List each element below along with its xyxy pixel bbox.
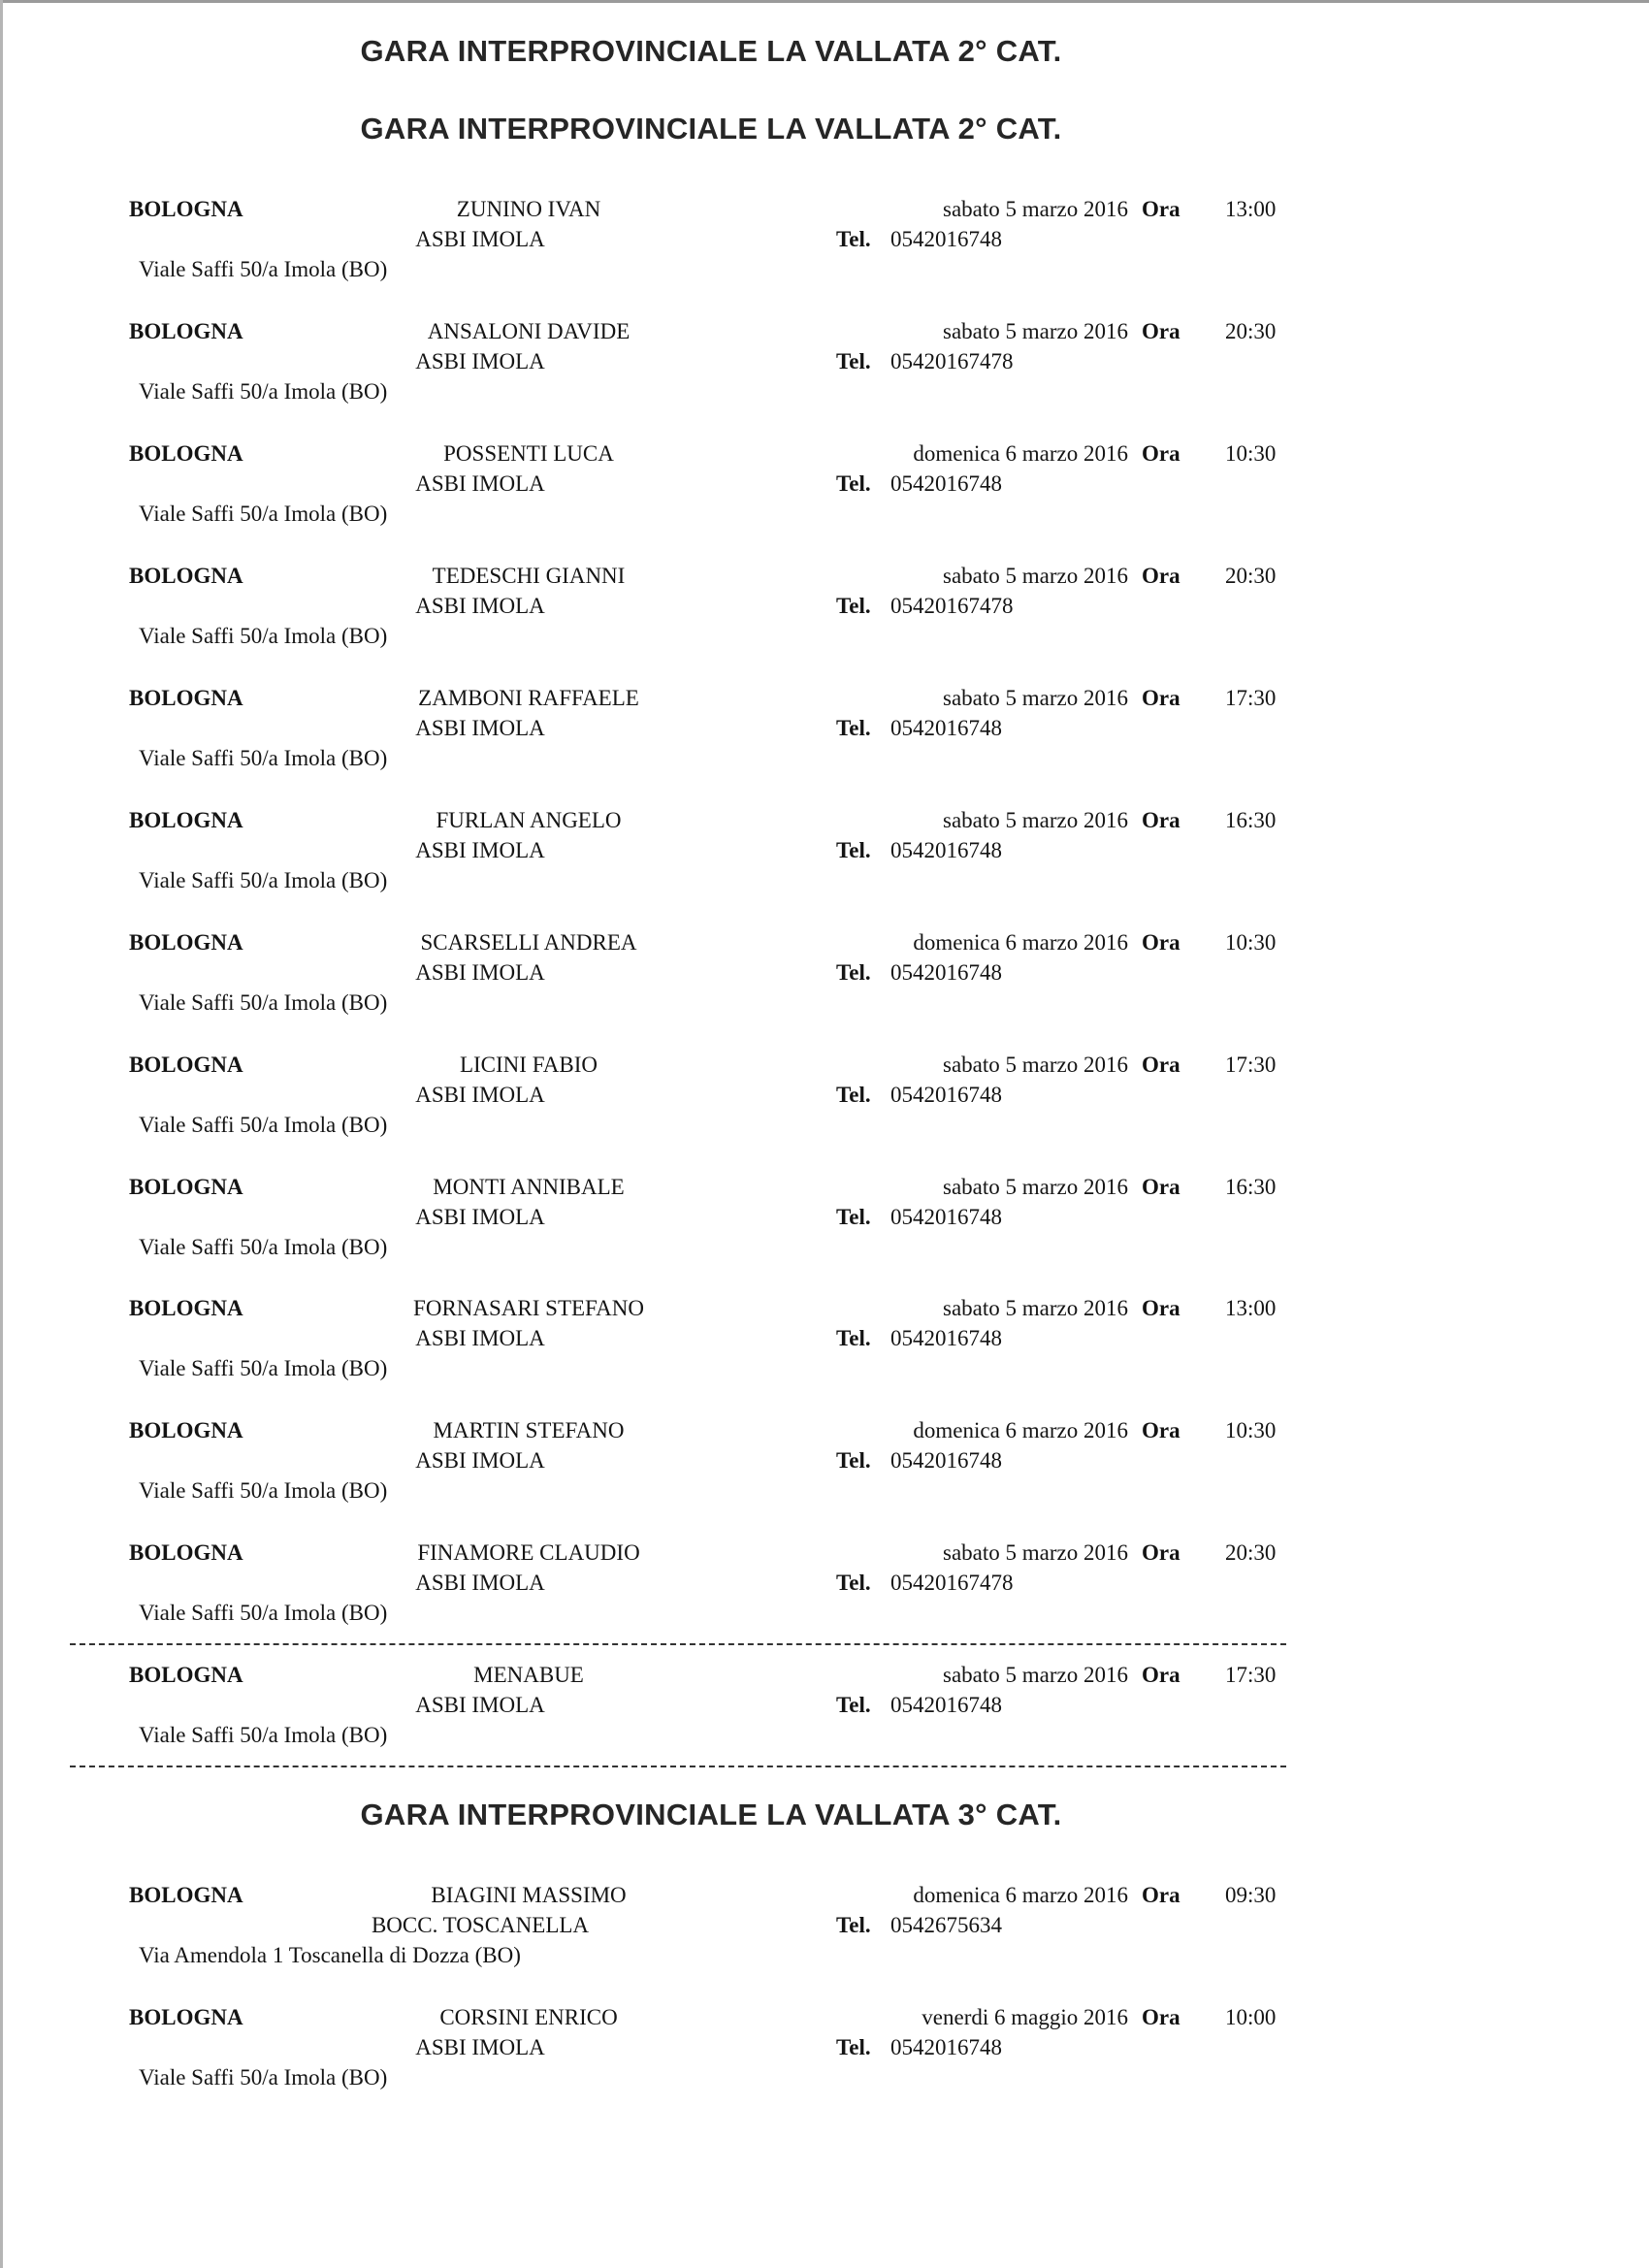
club-name: ASBI IMOLA: [415, 227, 545, 251]
player-name: ZUNINO IVAN: [456, 197, 601, 221]
province: BOLOGNA: [129, 1540, 243, 1565]
match-time: 10:00: [1225, 2005, 1277, 2029]
venue-address: Viale Saffi 50/a Imola (BO): [139, 502, 388, 526]
phone-number: 05420167478: [890, 594, 1014, 618]
venue-address: Viale Saffi 50/a Imola (BO): [139, 1723, 388, 1747]
phone-number: 0542016748: [890, 2035, 1002, 2059]
province: BOLOGNA: [129, 1663, 243, 1687]
tel-label: Tel.: [836, 838, 871, 862]
tel-label: Tel.: [836, 960, 871, 985]
player-name: SCARSELLI ANDREA: [420, 930, 637, 955]
ora-label: Ora: [1142, 808, 1180, 832]
tel-label: Tel.: [836, 594, 871, 618]
tel-label: Tel.: [836, 1205, 871, 1229]
phone-number: 0542016748: [890, 1205, 1002, 1229]
club-name: ASBI IMOLA: [415, 2035, 545, 2059]
club-name: ASBI IMOLA: [415, 960, 545, 985]
match-time: 09:30: [1225, 1883, 1277, 1907]
venue-address: Viale Saffi 50/a Imola (BO): [139, 1601, 388, 1625]
entry-row: [0, 1663, 1649, 1779]
club-name: ASBI IMOLA: [415, 471, 545, 496]
entry-row: [0, 1175, 1649, 1291]
match-date: sabato 5 marzo 2016: [943, 808, 1128, 832]
match-date: sabato 5 marzo 2016: [943, 1663, 1128, 1687]
club-name: ASBI IMOLA: [415, 1205, 545, 1229]
match-date: sabato 5 marzo 2016: [943, 1053, 1128, 1077]
match-date: sabato 5 marzo 2016: [943, 197, 1128, 221]
entry-row: [0, 319, 1649, 436]
ora-label: Ora: [1142, 1883, 1180, 1907]
club-name: ASBI IMOLA: [415, 716, 545, 740]
province: BOLOGNA: [129, 1175, 243, 1199]
phone-number: 0542016748: [890, 1083, 1002, 1107]
club-name: BOCC. TOSCANELLA: [371, 1913, 590, 1937]
match-time: 16:30: [1225, 808, 1277, 832]
heading-3-cat: GARA INTERPROVINCIALE LA VALLATA 3° CAT.: [360, 1798, 1062, 1831]
club-name: ASBI IMOLA: [415, 594, 545, 618]
ora-label: Ora: [1142, 1418, 1180, 1442]
venue-address: Viale Saffi 50/a Imola (BO): [139, 746, 388, 770]
scan-edge-top: [0, 0, 1649, 3]
phone-number: 05420167478: [890, 349, 1014, 373]
club-name: ASBI IMOLA: [415, 838, 545, 862]
club-name: ASBI IMOLA: [415, 1083, 545, 1107]
ora-label: Ora: [1142, 930, 1180, 955]
province: BOLOGNA: [129, 441, 243, 466]
match-time: 10:30: [1225, 441, 1277, 466]
province: BOLOGNA: [129, 930, 243, 955]
tel-label: Tel.: [836, 1083, 871, 1107]
tel-label: Tel.: [836, 227, 871, 251]
ora-label: Ora: [1142, 686, 1180, 710]
tel-label: Tel.: [836, 1448, 871, 1473]
entry-row: [0, 441, 1649, 558]
phone-number: 05420167478: [890, 1571, 1014, 1595]
player-name: LICINI FABIO: [459, 1053, 598, 1077]
ora-label: Ora: [1142, 197, 1180, 221]
player-name: FINAMORE CLAUDIO: [417, 1540, 640, 1565]
match-date: domenica 6 marzo 2016: [913, 441, 1128, 466]
tel-label: Tel.: [836, 2035, 871, 2059]
match-time: 13:00: [1225, 197, 1277, 221]
tel-label: Tel.: [836, 1693, 871, 1717]
match-date: sabato 5 marzo 2016: [943, 319, 1128, 343]
ora-label: Ora: [1142, 1053, 1180, 1077]
entry-row: [0, 1296, 1649, 1412]
ora-label: Ora: [1142, 1175, 1180, 1199]
dashed-divider: [70, 1766, 1286, 1767]
club-name: ASBI IMOLA: [415, 1326, 545, 1350]
entry-row: [0, 930, 1649, 1047]
ora-label: Ora: [1142, 1540, 1180, 1565]
entry-row: [0, 2005, 1649, 2122]
phone-number: 0542016748: [890, 1693, 1002, 1717]
venue-address: Viale Saffi 50/a Imola (BO): [139, 2065, 388, 2090]
match-time: 16:30: [1225, 1175, 1277, 1199]
entry-row: [0, 808, 1649, 924]
match-date: venerdi 6 maggio 2016: [922, 2005, 1128, 2029]
match-date: sabato 5 marzo 2016: [943, 686, 1128, 710]
venue-address: Viale Saffi 50/a Imola (BO): [139, 990, 388, 1015]
player-name: CORSINI ENRICO: [439, 2005, 618, 2029]
phone-number: 0542016748: [890, 1326, 1002, 1350]
phone-number: 0542016748: [890, 960, 1002, 985]
phone-number: 0542016748: [890, 838, 1002, 862]
tel-label: Tel.: [836, 1326, 871, 1350]
player-name: FORNASARI STEFANO: [413, 1296, 644, 1320]
match-date: domenica 6 marzo 2016: [913, 1883, 1128, 1907]
venue-address: Viale Saffi 50/a Imola (BO): [139, 1356, 388, 1380]
phone-number: 0542016748: [890, 227, 1002, 251]
province: BOLOGNA: [129, 564, 243, 588]
match-time: 17:30: [1225, 1663, 1277, 1687]
province: BOLOGNA: [129, 1296, 243, 1320]
player-name: ANSALONI DAVIDE: [427, 319, 630, 343]
entry-row: [0, 1053, 1649, 1169]
venue-address: Viale Saffi 50/a Imola (BO): [139, 379, 388, 404]
match-time: 13:00: [1225, 1296, 1277, 1320]
match-date: sabato 5 marzo 2016: [943, 564, 1128, 588]
heading-2-cat: GARA INTERPROVINCIALE LA VALLATA 2° CAT.: [360, 34, 1062, 68]
match-time: 20:30: [1225, 319, 1277, 343]
dashed-divider: [70, 1643, 1286, 1645]
venue-address: Viale Saffi 50/a Imola (BO): [139, 1113, 388, 1137]
entry-row: [0, 564, 1649, 680]
province: BOLOGNA: [129, 197, 243, 221]
entry-row: [0, 197, 1649, 313]
tel-label: Tel.: [836, 1913, 871, 1937]
heading-2-cat-repeat: GARA INTERPROVINCIALE LA VALLATA 2° CAT.: [360, 112, 1062, 146]
ora-label: Ora: [1142, 2005, 1180, 2029]
club-name: ASBI IMOLA: [415, 1571, 545, 1595]
venue-address: Viale Saffi 50/a Imola (BO): [139, 868, 388, 892]
match-date: sabato 5 marzo 2016: [943, 1296, 1128, 1320]
match-time: 10:30: [1225, 930, 1277, 955]
venue-address: Viale Saffi 50/a Imola (BO): [139, 257, 388, 281]
phone-number: 0542016748: [890, 1448, 1002, 1473]
province: BOLOGNA: [129, 686, 243, 710]
club-name: ASBI IMOLA: [415, 1448, 545, 1473]
player-name: FURLAN ANGELO: [436, 808, 622, 832]
ora-label: Ora: [1142, 319, 1180, 343]
entry-row: [0, 686, 1649, 802]
match-date: sabato 5 marzo 2016: [943, 1175, 1128, 1199]
province: BOLOGNA: [129, 808, 243, 832]
player-name: MONTI ANNIBALE: [433, 1175, 625, 1199]
province: BOLOGNA: [129, 319, 243, 343]
tel-label: Tel.: [836, 471, 871, 496]
venue-address: Viale Saffi 50/a Imola (BO): [139, 1478, 388, 1503]
entry-row: [0, 1540, 1649, 1657]
player-name: TEDESCHI GIANNI: [432, 564, 626, 588]
player-name: ZAMBONI RAFFAELE: [418, 686, 639, 710]
phone-number: 0542016748: [890, 716, 1002, 740]
ora-label: Ora: [1142, 441, 1180, 466]
phone-number: 0542675634: [890, 1913, 1002, 1937]
venue-address: Via Amendola 1 Toscanella di Dozza (BO): [139, 1943, 521, 1967]
ora-label: Ora: [1142, 1296, 1180, 1320]
entry-row: [0, 1883, 1649, 1999]
player-name: MENABUE: [473, 1663, 584, 1687]
ora-label: Ora: [1142, 564, 1180, 588]
tel-label: Tel.: [836, 716, 871, 740]
match-time: 17:30: [1225, 1053, 1277, 1077]
club-name: ASBI IMOLA: [415, 1693, 545, 1717]
ora-label: Ora: [1142, 1663, 1180, 1687]
match-time: 17:30: [1225, 686, 1277, 710]
player-name: MARTIN STEFANO: [433, 1418, 625, 1442]
tel-label: Tel.: [836, 1571, 871, 1595]
player-name: POSSENTI LUCA: [443, 441, 614, 466]
entry-row: [0, 1418, 1649, 1535]
province: BOLOGNA: [129, 2005, 243, 2029]
match-date: domenica 6 marzo 2016: [913, 1418, 1128, 1442]
player-name: BIAGINI MASSIMO: [431, 1883, 627, 1907]
province: BOLOGNA: [129, 1053, 243, 1077]
club-name: ASBI IMOLA: [415, 349, 545, 373]
venue-address: Viale Saffi 50/a Imola (BO): [139, 624, 388, 648]
match-time: 20:30: [1225, 564, 1277, 588]
tel-label: Tel.: [836, 349, 871, 373]
match-time: 20:30: [1225, 1540, 1277, 1565]
match-time: 10:30: [1225, 1418, 1277, 1442]
match-date: domenica 6 marzo 2016: [913, 930, 1128, 955]
province: BOLOGNA: [129, 1418, 243, 1442]
phone-number: 0542016748: [890, 471, 1002, 496]
province: BOLOGNA: [129, 1883, 243, 1907]
match-date: sabato 5 marzo 2016: [943, 1540, 1128, 1565]
venue-address: Viale Saffi 50/a Imola (BO): [139, 1235, 388, 1259]
